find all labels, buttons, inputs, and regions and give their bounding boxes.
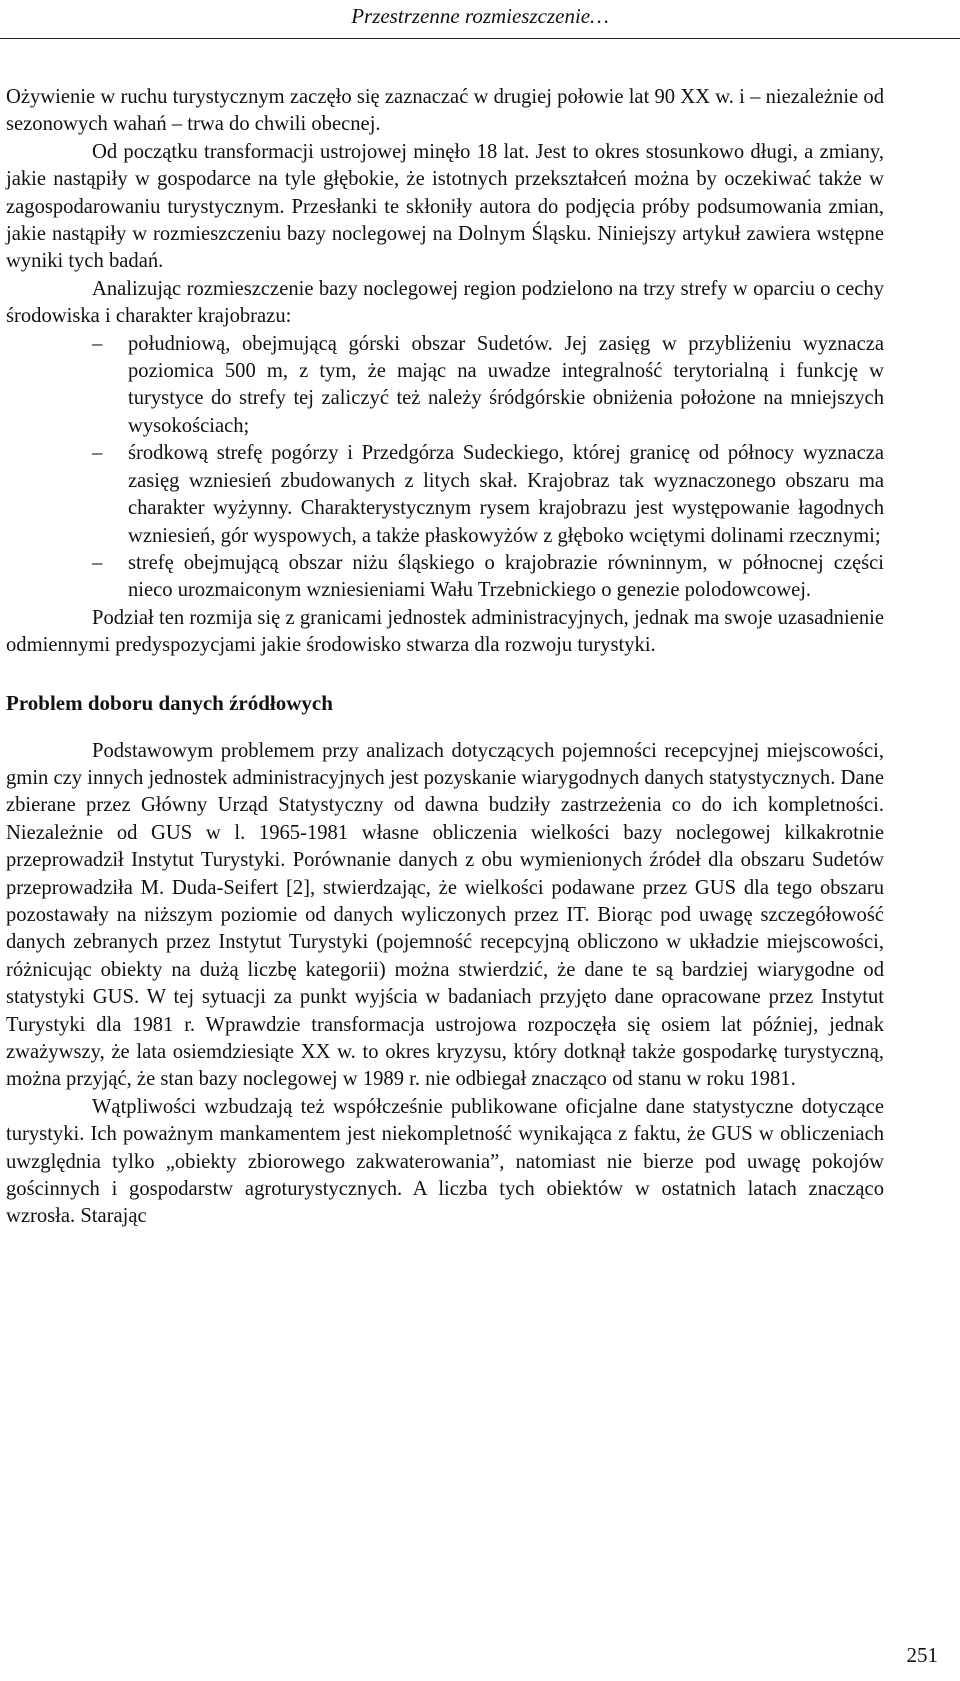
page-number: 251	[906, 1643, 938, 1667]
paragraph-data-sources: Podstawowym problemem przy analizach dotyczących pojemności recepcyjnej miejscowości, gmin czy innych jednostek administracyjnych jest pozyskanie wiarygodnych danych statystycznych. Dane zbierane przez Główny Urząd Statystyczny od dawna budziły zastrzeżenia co do ich kompletności. Niezależnie od GUS w l. 1965-1981 własne obliczenia wielkości bazy noclegowej kilkakrotnie przeprowadził Instytut Turystyki. Porównanie danych z obu wymienionych źródeł dla obszaru Sudetów przeprowadziła M. Duda-Seifert [2], stwierdzając, że wielkości podawane przez GUS dla tego obszaru pozostawały na niższym poziomie od danych wyliczonych przez IT. Biorąc pod uwagę szczegółowość danych zebranych przez Instytut Turystyki (pojemność recepcyjną obliczono w układzie miejscowości, różnicując obiekty na dużą liczbę kategorii) można stwierdzić, że dane te są bardziej wiarygodne od statystyki GUS. W tej sytuacji za punkt wyjścia w badaniach przyjęto dane opracowane przez Instytut Turystyki dla 1981 r. Wprawdzie transformacja ustrojowa rozpoczęła się osiem lat później, jednak zważywszy, że lata osiemdziesiąte XX w. to okres kryzysu, który dotknął także gospodarkę turystyczną, można przyjąć, że stan bazy noclegowej w 1989 r. nie odbiegał znacząco od stanu w roku 1981.	[6, 739, 884, 1091]
paragraph-doubts: Wątpliwości wzbudzają też współcześnie publikowane oficjalne dane statystyczne dotyczące turystyki. Ich poważnym mankamentem jest niekompletność wynikająca z faktu, że GUS w obliczeniach uwzględnia tylko „obiekty zbiorowego zakwaterowania”, natomiast nie bierze pod uwagę pokojów gościnnych i gospodarstw agroturystycznych. A liczba tych obiektów w ostatnich latach znacząco wzrosła. Starając	[6, 1095, 884, 1228]
list-dash: –	[92, 551, 103, 574]
zone-middle-text: środkową strefę pogórzy i Przedgórza Sudeckiego, której granicę od północy wyznacza zasięg wzniesień zbudowanych z litych skał. Krajobraz tak wyznaczonego obszaru ma charakter wyżynny. Charakterystycznym rysem krajobrazu jest występowanie łagodnych wzniesień, gór wyspowych, a także płaskowyżów z głęboko wciętymi dolinami rzecznymi;	[128, 442, 884, 547]
running-header-title: Przestrzenne rozmieszczenie…	[351, 4, 609, 28]
list-item	[6, 331, 884, 441]
header-divider	[0, 38, 960, 39]
paragraph-division: Podział ten rozmija się z granicami jednostek administracyjnych, jednak ma swoje uzasadnienie odmiennymi predyspozycjami jakie środowisko stwarza dla rozwoju turystyki.	[6, 606, 884, 657]
paragraph-intro: Ożywienie w ruchu turystycznym zaczęło się zaznaczać w drugiej połowie lat 90 XX w. i – niezależnie od sezonowych wahań – trwa do chwili obecnej.	[6, 86, 884, 136]
zone-north-text: strefę obejmującą obszar niżu śląskiego o krajobrazie równinnym, w północnej części nieco urozmaiconym wzniesieniami Wału Trzebnickiego o genezie polodowcowej.	[128, 551, 884, 602]
section-heading: Problem doboru danych źródłowych	[6, 690, 333, 715]
paragraph-transformation: Od początku transformacji ustrojowej minęło 18 lat. Jest to okres stosunkowo długi, a zmiany, jakie nastąpiły w gospodarce na tyle głębokie, że istotnych przekształceń można by oczekiwać także w zagospodarowaniu turystycznym. Przesłanki te skłoniły autora do podjęcia próby podsumowania zmian, jakie nastąpiły w rozmieszczeniu bazy noclegowej na Dolnym Śląsku. Niniejszy artykuł zawiera wstępne wyniki tych badań.	[6, 140, 884, 273]
paragraph-zones-intro: Analizując rozmieszczenie bazy noclegowej region podzielono na trzy strefy w oparciu o cechy środowiska i charakter krajobrazu:	[6, 277, 884, 328]
page-body	[6, 84, 884, 1231]
list-dash: –	[92, 332, 103, 355]
zone-south-text: południową, obejmującą górski obszar Sudetów. Jej zasięg w przybliżeniu wyznacza poziomica 500 m, z tym, że mając na uwadze integralność terytorialną i funkcję w turystyce do strefy tej zaliczyć też należy śródgórskie obniżenia położone na mniejszych wysokościach;	[128, 332, 884, 437]
zones-list	[6, 331, 884, 605]
running-header	[0, 0, 960, 40]
list-dash: –	[92, 442, 103, 465]
list-item	[6, 550, 884, 605]
list-item	[6, 440, 884, 550]
